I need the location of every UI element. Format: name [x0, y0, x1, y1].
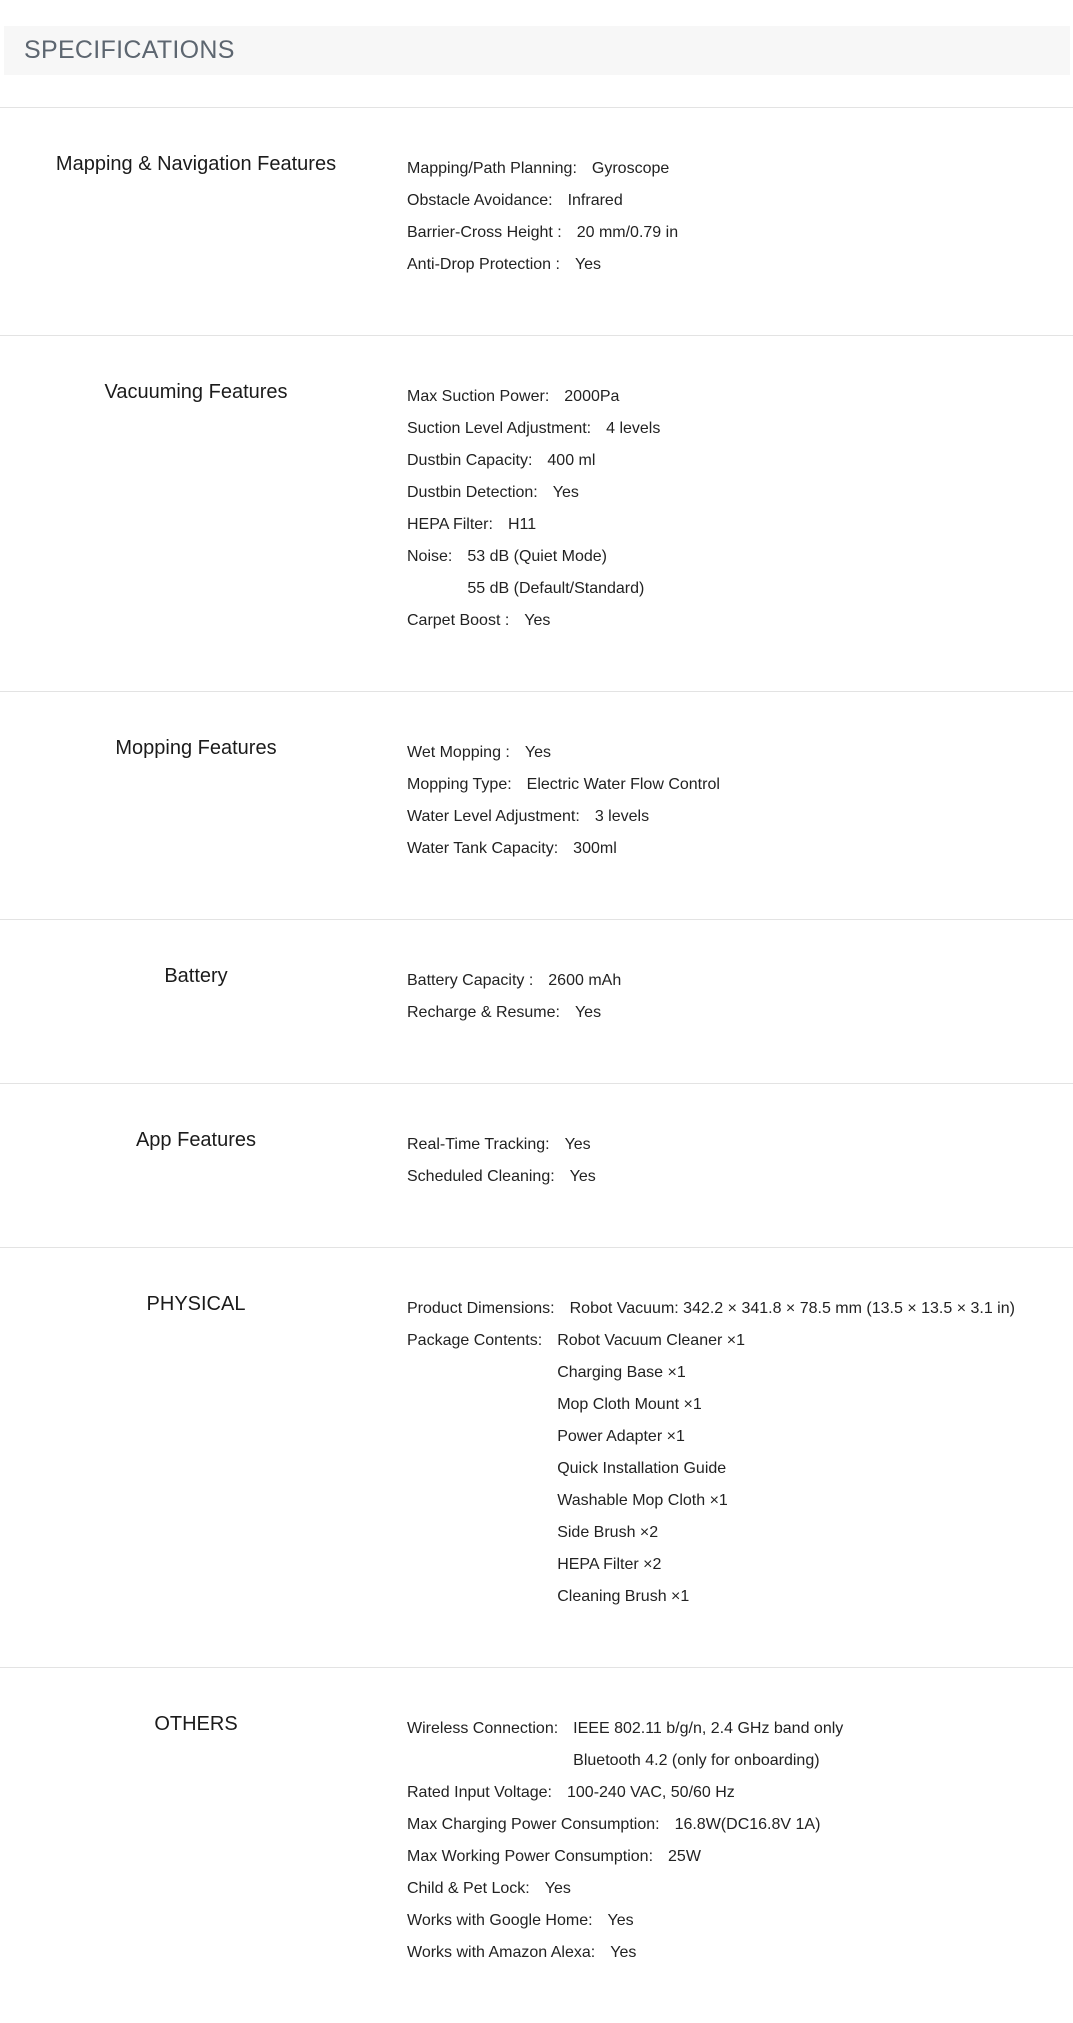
spec-row [407, 965, 621, 997]
spec-values [525, 737, 551, 769]
spec-label: Scheduled Cleaning: [407, 1168, 555, 1185]
spec-label: Mopping Type: [407, 776, 512, 793]
spec-row [407, 381, 660, 413]
spec-label: Barrier-Cross Height : [407, 224, 562, 241]
spec-value: Charging Base ×1 [557, 1364, 686, 1381]
spec-values [570, 1293, 1015, 1325]
spec-values [467, 541, 644, 605]
spec-section [0, 691, 1073, 919]
section-title: App Features [135, 1129, 257, 1151]
spec-row [407, 833, 720, 865]
section-title: Mapping & Navigation Features [55, 153, 337, 175]
spec-row [407, 1129, 596, 1161]
spec-label: Max Suction Power: [407, 388, 550, 405]
spec-value: 55 dB (Default/Standard) [467, 580, 645, 597]
spec-value: Mop Cloth Mount ×1 [557, 1396, 702, 1413]
spec-section [0, 107, 1073, 335]
section-title: PHYSICAL [146, 1293, 246, 1315]
spec-section [0, 335, 1073, 691]
spec-values [557, 1325, 745, 1613]
spec-label: Product Dimensions: [407, 1300, 555, 1317]
spec-values [565, 1129, 591, 1161]
section-title: OTHERS [154, 1713, 238, 1735]
spec-row [407, 1777, 843, 1809]
spec-values [553, 477, 579, 509]
spec-values [595, 801, 649, 833]
spec-row [407, 217, 678, 249]
spec-values [527, 769, 720, 801]
spec-values [545, 1873, 571, 1905]
spec-values [592, 153, 669, 185]
spec-value: Yes [544, 1880, 571, 1897]
spec-values [573, 833, 617, 865]
spec-values [606, 413, 660, 445]
page-title: SPECIFICATIONS [24, 36, 235, 64]
spec-list [407, 381, 660, 637]
spec-label: Real-Time Tracking: [407, 1136, 550, 1153]
spec-values [573, 1713, 843, 1777]
spec-values [524, 605, 550, 637]
spec-values [564, 381, 619, 413]
spec-value: 4 levels [606, 420, 661, 437]
spec-value: Yes [610, 1944, 637, 1961]
spec-label: Water Tank Capacity: [407, 840, 559, 857]
spec-row [407, 1325, 1015, 1613]
spec-values [570, 1161, 596, 1193]
spec-value: 16.8W(DC16.8V 1A) [674, 1816, 821, 1833]
spec-value: 2000Pa [564, 388, 620, 405]
spec-row [407, 1161, 596, 1193]
spec-list [407, 965, 621, 1029]
section-title: Mopping Features [115, 737, 277, 759]
spec-label: Water Level Adjustment: [407, 808, 580, 825]
spec-values [567, 1777, 735, 1809]
spec-label: Max Charging Power Consumption: [407, 1816, 660, 1833]
section-title: Vacuuming Features [104, 381, 288, 403]
spec-label: Works with Amazon Alexa: [407, 1944, 596, 1961]
spec-row [407, 1841, 843, 1873]
spec-label: Rated Input Voltage: [407, 1784, 552, 1801]
spec-values [568, 185, 623, 217]
spec-value: Quick Installation Guide [557, 1460, 727, 1477]
spec-row [407, 153, 678, 185]
spec-value: 3 levels [594, 808, 650, 825]
spec-row [407, 801, 720, 833]
spec-list [407, 1713, 843, 1969]
spec-values [508, 509, 536, 541]
spec-row [407, 605, 660, 637]
spec-label: Battery Capacity : [407, 972, 534, 989]
spec-label: Child & Pet Lock: [407, 1880, 530, 1897]
spec-values [575, 997, 601, 1029]
spec-label: Wet Mopping : [407, 744, 510, 761]
spec-label: Max Working Power Consumption: [407, 1848, 654, 1865]
spec-row [407, 1905, 843, 1937]
spec-value: Robot Vacuum: 342.2 × 341.8 × 78.5 mm (13.5 × 13.5 × 3.1 in) [569, 1300, 1015, 1317]
spec-section [0, 1083, 1073, 1247]
spec-value: Infrared [567, 192, 623, 209]
spec-row [407, 509, 660, 541]
spec-row [407, 541, 660, 605]
spec-label: Wireless Connection: [407, 1720, 559, 1737]
spec-value: Gyroscope [591, 160, 670, 177]
spec-label: Recharge & Resume: [407, 1004, 560, 1021]
spec-section [0, 919, 1073, 1083]
spec-label: Obstacle Avoidance: [407, 192, 553, 209]
spec-value: Yes [564, 1136, 591, 1153]
spec-value: Electric Water Flow Control [526, 776, 720, 793]
spec-values [548, 965, 621, 997]
spec-row [407, 1873, 843, 1905]
spec-value: IEEE 802.11 b/g/n, 2.4 GHz band only [573, 1720, 844, 1737]
spec-values [668, 1841, 701, 1873]
spec-row [407, 185, 678, 217]
spec-value: Washable Mop Cloth ×1 [557, 1492, 728, 1509]
spec-label: Mapping/Path Planning: [407, 160, 577, 177]
spec-value: Yes [574, 1004, 602, 1021]
spec-value: 2600 mAh [548, 972, 622, 989]
spec-label: Suction Level Adjustment: [407, 420, 592, 437]
spec-list [407, 737, 720, 865]
section-title: Battery [164, 965, 228, 987]
spec-values [547, 445, 595, 477]
spec-values [577, 217, 678, 249]
spec-value: Cleaning Brush ×1 [557, 1588, 690, 1605]
spec-value: 300ml [573, 840, 617, 857]
spec-values [575, 249, 601, 281]
spec-row [407, 769, 720, 801]
spec-label: Works with Google Home: [407, 1912, 593, 1929]
spec-row [407, 1713, 843, 1777]
spec-values [608, 1905, 634, 1937]
spec-label: Dustbin Detection: [407, 484, 538, 501]
spec-value: Power Adapter ×1 [557, 1428, 685, 1445]
spec-value: Yes [569, 1168, 596, 1185]
spec-row [407, 1937, 843, 1969]
spec-section [0, 1247, 1073, 1667]
spec-row [407, 445, 660, 477]
spec-value: Yes [574, 256, 602, 273]
spec-value: Yes [552, 484, 579, 501]
spec-row [407, 249, 678, 281]
spec-list [407, 1293, 1015, 1613]
spec-row [407, 1293, 1015, 1325]
spec-value: 25W [668, 1848, 701, 1865]
spec-label: Anti-Drop Protection : [407, 256, 560, 273]
spec-value: H11 [507, 516, 537, 533]
spec-value: 400 ml [547, 452, 596, 469]
spec-values [610, 1937, 636, 1969]
spec-row [407, 413, 660, 445]
spec-label: Dustbin Capacity: [407, 452, 533, 469]
spec-label: Noise: [407, 548, 453, 565]
spec-row [407, 1809, 843, 1841]
spec-section [0, 1667, 1073, 2023]
spec-value: Yes [607, 1912, 634, 1929]
spec-value: Bluetooth 4.2 (only for onboarding) [573, 1752, 820, 1769]
spec-row [407, 477, 660, 509]
spec-value: Yes [524, 612, 551, 629]
spec-row [407, 737, 720, 769]
spec-values [675, 1809, 821, 1841]
spec-value: 100-240 VAC, 50/60 Hz [567, 1784, 735, 1801]
spec-list [407, 1129, 596, 1193]
spec-value: Robot Vacuum Cleaner ×1 [557, 1332, 746, 1349]
spec-row [407, 997, 621, 1029]
spec-value: HEPA Filter ×2 [557, 1556, 662, 1573]
spec-label: Carpet Boost : [407, 612, 510, 629]
specifications-header [4, 26, 1070, 75]
spec-value: Yes [524, 744, 551, 761]
spec-label: Package Contents: [407, 1332, 543, 1349]
spec-value: 20 mm/0.79 in [576, 224, 679, 241]
spec-value: Side Brush ×2 [557, 1524, 659, 1541]
spec-value: 53 dB (Quiet Mode) [467, 548, 607, 565]
spec-list [407, 153, 678, 281]
spec-label: HEPA Filter: [407, 516, 493, 533]
